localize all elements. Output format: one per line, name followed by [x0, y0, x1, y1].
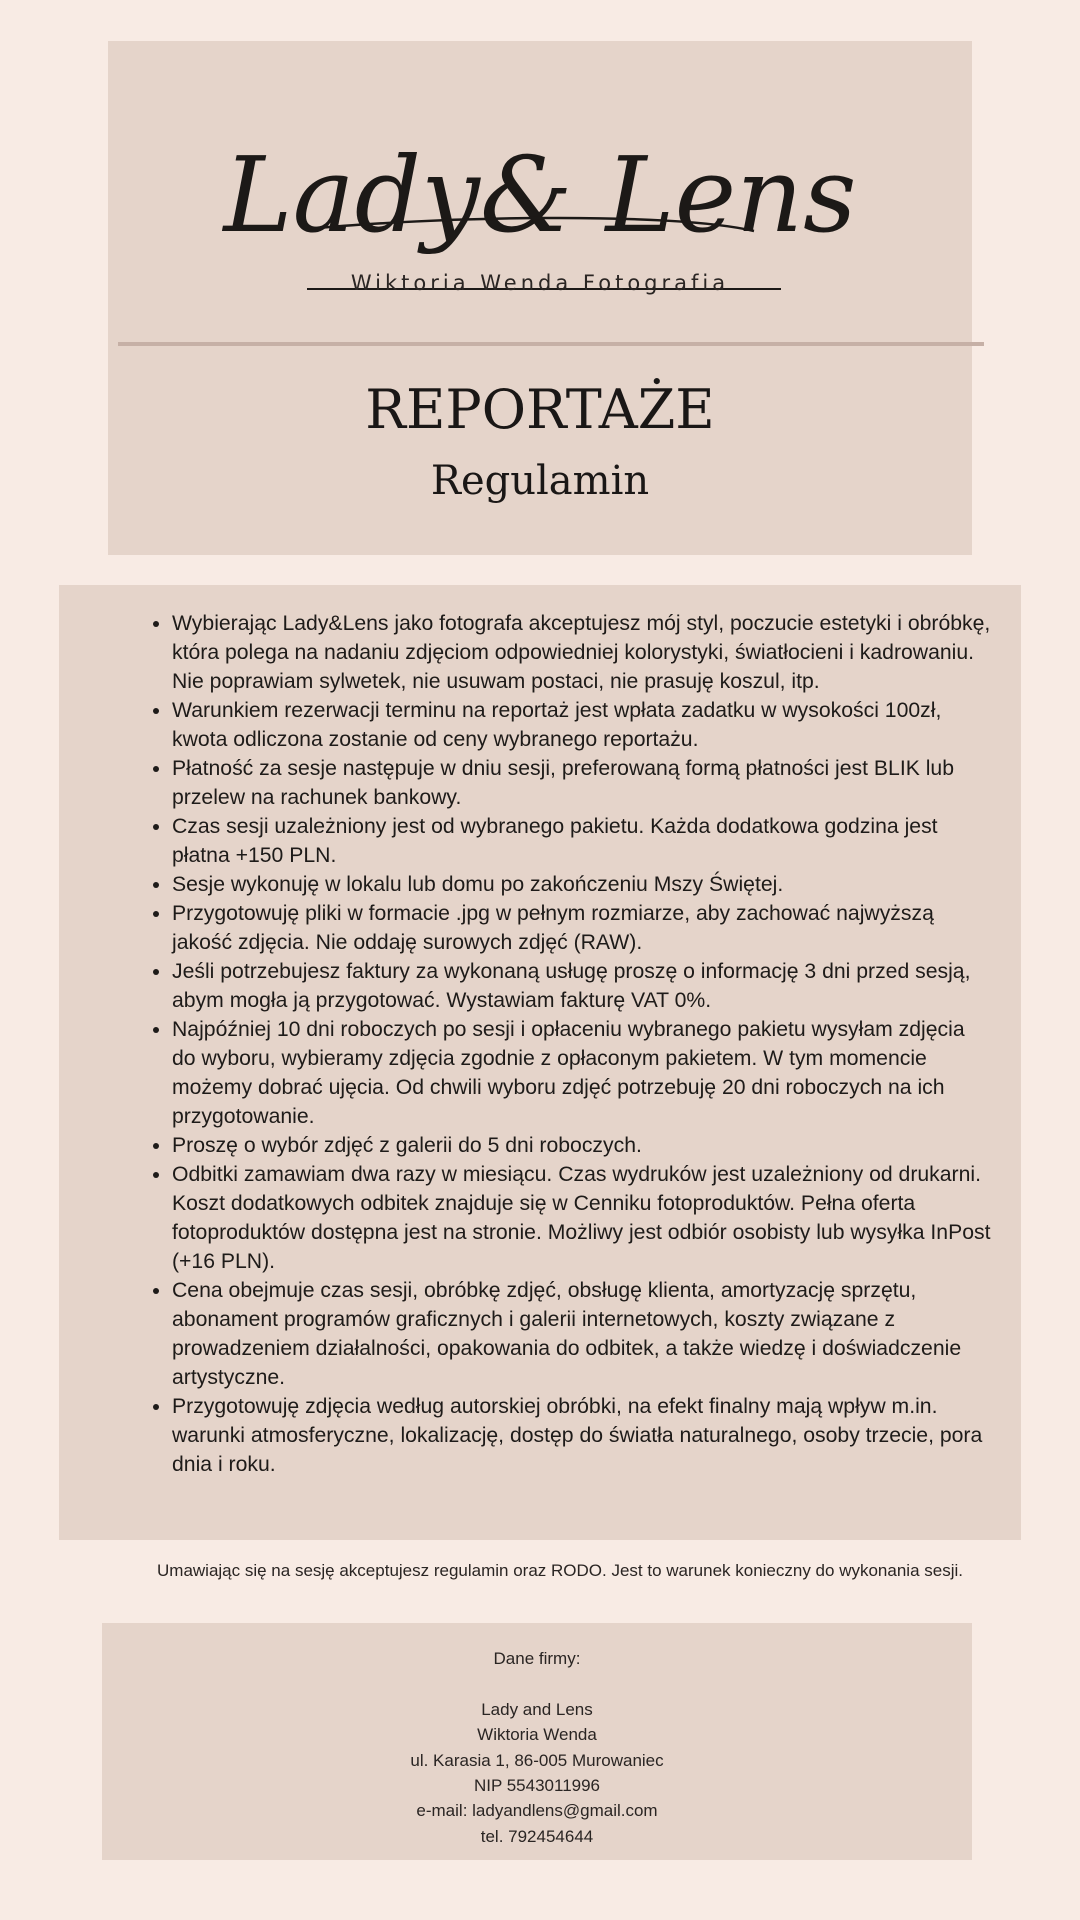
rule-item: • Jeśli potrzebujesz faktury za wykonaną usługę proszę o informację 3 dni przed sesją, abym mogła ją przygotować. Wystawiam fakturę VAT 0%.	[172, 957, 994, 1015]
brand-logo-signature	[108, 81, 972, 301]
rule-item: • Przygotowuję zdjęcia według autorskiej obróbki, na efekt finalny mają wpływ m.in. warunki atmosferyczne, lokalizację, dostęp do światła naturalnego, osoby trzecie, pora dnia i roku.	[172, 1392, 994, 1479]
rule-item: • Najpóźniej 10 dni roboczych po sesji i opłaceniu wybranego pakietu wysyłam zdjęcia do wyboru, wybieramy zdjęcia zgodnie z opłaconym pakietem. W tym momencie możemy dobrać ujęcia. Od chwili wyboru zdjęć potrzebuję 20 dni roboczych na ich przygotowanie.	[172, 1015, 994, 1131]
header-divider	[118, 342, 984, 346]
rule-item: • Sesje wykonuję w lokalu lub domu po zakończeniu Mszy Świętej.	[172, 870, 994, 899]
rule-item: • Przygotowuję pliki w formacie .jpg w pełnym rozmiarze, aby zachować najwyższą jakość zdjęcia. Nie oddaję surowych zdjęć (RAW).	[172, 899, 994, 957]
company-phone: tel. 792454644	[480, 1827, 594, 1846]
rule-item: • Cena obejmuje czas sesji, obróbkę zdjęć, obsługę klienta, amortyzację sprzętu, abonament programów graficznych i galerii internetowych, koszty związane z prowadzeniem działalności, opakowania do odbitek, a także wiedzę i doświadczenie artystyczne.	[172, 1276, 994, 1392]
company-panel	[102, 1623, 972, 1860]
rule-item: • Płatność za sesje następuje w dniu sesji, preferowaną formą płatności jest BLIK lub przelew na rachunek bankowy.	[172, 754, 994, 812]
company-owner: Wiktoria Wenda	[477, 1725, 597, 1744]
brand-logo	[108, 81, 972, 281]
rule-item: • Proszę o wybór zdjęć z galerii do 5 dni roboczych.	[172, 1131, 994, 1160]
company-address: ul. Karasia 1, 86-005 Murowaniec	[410, 1751, 664, 1770]
rule-item: • Odbitki zamawiam dwa razy w miesiącu. Czas wydruków jest uzależniony od drukarni. Koszt dodatkowych odbitek znajduje się w Cenniku fotoproduktów. Pełna oferta fotoproduktów dostępna jest na stronie. Możliwy jest odbiór osobisty lub wysyłka InPost (+16 PLN).	[172, 1160, 994, 1276]
company-heading: Dane firmy:	[493, 1649, 581, 1668]
page-title: REPORTAŻE	[365, 378, 715, 441]
page-subtitle: Regulamin	[430, 458, 650, 504]
consent-note: Umawiając się na sesję akceptujesz regulamin oraz RODO. Jest to warunek konieczny do wykonania sesji.	[157, 1561, 963, 1580]
company-email: e-mail: ladyandlens@gmail.com	[416, 1801, 658, 1820]
company-nip: NIP 5543011996	[473, 1776, 601, 1795]
logo-subtitle: Wiktoria Wenda Fotografia	[350, 271, 730, 295]
rule-item: • Wybierając Lady&Lens jako fotografa akceptujesz mój styl, poczucie estetyki i obróbkę, która polega na nadaniu zdjęciom odpowiedniej kolorystyki, światłocieni i kadrowaniu. Nie poprawiam sylwetek, nie usuwam postaci, nie prasuję koszul, itp.	[172, 609, 994, 696]
rule-item: • Czas sesji uzależniony jest od wybranego pakietu. Każda dodatkowa godzina jest płatna +150 PLN.	[172, 812, 994, 870]
rules-panel	[59, 585, 1021, 1540]
rule-item: • Warunkiem rezerwacji terminu na reportaż jest wpłata zadatku w wysokości 100zł, kwota odliczona zostanie od ceny wybranego reportażu.	[172, 696, 994, 754]
logo-text: Lady& Lens	[223, 134, 857, 256]
rules-list	[114, 609, 994, 1479]
company-name: Lady and Lens	[481, 1700, 593, 1719]
